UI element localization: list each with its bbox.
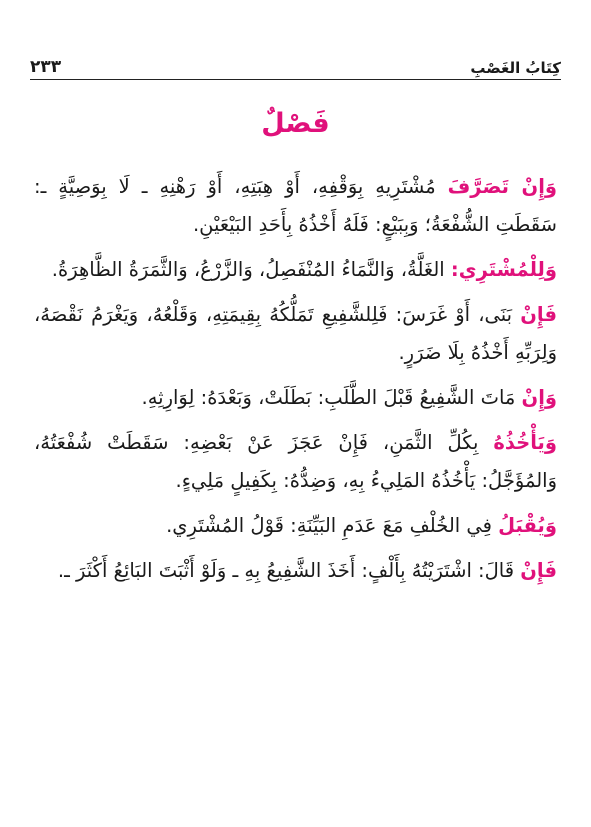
page-number: ٢٣٣ (30, 57, 62, 77)
book-title: كِتَابُ الغَصْبِ (470, 59, 561, 77)
paragraph-keyword: فَإِنْ (520, 303, 557, 326)
paragraph-text: مُشْتَرِيهِ بِوَقْفِهِ، أَوْ هِبَتِهِ، أَوْ رَهْنِهِ ـ لَا بِوَصِيَّةٍ ـ: سَقَطَتِ الشُّفْعَةُ؛ وَبِبَيْعٍ: فَلَهُ أَخْذُهُ بِأَحَدِ البَيْعَيْنِ. (34, 175, 557, 236)
paragraph-text: فِي الخُلْفِ مَعَ عَدَمِ البَيِّنَةِ: قَوْلُ المُشْتَرِي. (166, 514, 499, 537)
running-header (30, 50, 561, 80)
paragraph-text: بَنَى، أَوْ غَرَسَ: فَلِلشَّفِيعِ تَمَلُّكُهُ بِقِيمَتِهِ، وَقَلْعُهُ، وَيَغْرَمُ نَقْصَهُ، وَلِرَبِّهِ أَخْذُهُ بِلَا ضَرَرٍ. (34, 303, 557, 364)
paragraph-text: قَالَ: اشْتَرَيْتُهُ بِأَلْفٍ: أَخَذَ الشَّفِيعُ بِهِ ـ وَلَوْ أَثْبَتَ البَائِعُ أَكْثَرَ ـ. (57, 559, 521, 582)
paragraph (34, 251, 557, 289)
section-heading: فَصْلٌ (261, 108, 330, 139)
paragraph-keyword: وَلِلْمُشْتَرِي: (450, 258, 557, 281)
paragraph (34, 296, 557, 372)
paragraph (34, 424, 557, 500)
paragraph-keyword: وَيُقْبَلُ (498, 514, 557, 537)
paragraph-text: مَاتَ الشَّفِيعُ قَبْلَ الطَّلَبِ: بَطَلَتْ، وَبَعْدَهُ: لِوَارِثِهِ. (141, 386, 522, 409)
paragraph (34, 507, 557, 545)
paragraph-text: الغَلَّةُ، وَالنَّمَاءُ المُنْفَصِلُ، وَالزَّرْعُ، وَالثَّمَرَةُ الظَّاهِرَةُ. (51, 258, 451, 281)
paragraph-keyword: وَإِنْ (521, 386, 557, 409)
body-text (34, 168, 557, 597)
paragraph (34, 552, 557, 590)
paragraph (34, 379, 557, 417)
paragraph-keyword: فَإِنْ (520, 559, 557, 582)
paragraph-keyword: وَإِنْ تَصَرَّفَ (447, 175, 557, 198)
paragraph (34, 168, 557, 244)
paragraph-text: بِكُلِّ الثَّمَنِ، فَإِنْ عَجَزَ عَنْ بَعْضِهِ: سَقَطَتْ شُفْعَتُهُ، وَالمُؤَجَّلُ: يَأْخُذُهُ المَلِيءُ بِهِ، وَضِدُّهُ: بِكَفِيلٍ مَلِيءٍ. (34, 431, 557, 492)
paragraph-keyword: وَيَأْخُذُهُ (493, 431, 557, 454)
